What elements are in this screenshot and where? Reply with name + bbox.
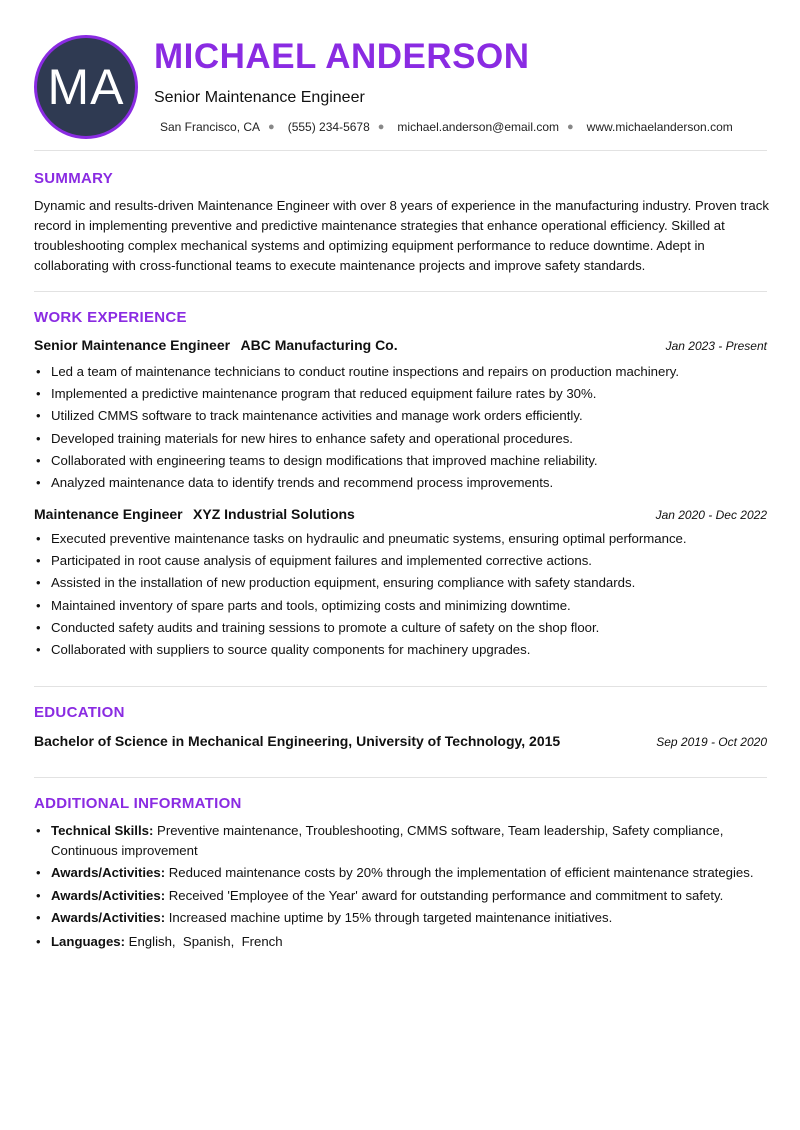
list-item: • Utilized CMMS software to track maintenance activities and manage work orders efficiently. bbox=[34, 405, 767, 427]
avatar-initials: MA bbox=[47, 59, 125, 115]
summary-text: Dynamic and results-driven Maintenance Engineer with over 8 years of experience in the manufacturing industry. Proven track record in implementing preventive and predictive maintenance strategies that enhance operational efficiency. Skilled at troubleshooting complex mechanical systems and optimizing equipment performance to reduce downtime. Adept in collaborating with cross-functional teams to execute maintenance projects and improve safety standards. bbox=[34, 198, 769, 273]
bullet-icon: • bbox=[36, 823, 41, 838]
job-header bbox=[34, 337, 767, 357]
list-item: • Conducted safety audits and training sessions to promote a culture of safety on the shop floor. bbox=[34, 617, 767, 639]
list-item: • Assisted in the installation of new production equipment, ensuring compliance with safety standards. bbox=[34, 572, 767, 594]
bullet-icon: • bbox=[36, 475, 41, 491]
job-bullets bbox=[34, 528, 767, 661]
candidate-title: Senior Maintenance Engineer bbox=[154, 89, 365, 106]
education-heading: EDUCATION bbox=[34, 704, 125, 721]
contact-email[interactable]: michael.anderson@email.com bbox=[397, 120, 560, 134]
job-dates: Jan 2023 - Present bbox=[665, 339, 767, 353]
bullet-icon: • bbox=[36, 386, 41, 402]
additional-info-list bbox=[34, 821, 769, 954]
job-dates: Jan 2020 - Dec 2022 bbox=[655, 508, 767, 522]
education-dates: Sep 2019 - Oct 2020 bbox=[656, 735, 767, 749]
list-item: • Participated in root cause analysis of equipment failures and implemented corrective actions. bbox=[34, 550, 767, 572]
bullet-icon: • bbox=[36, 619, 41, 635]
list-item: • Awards/Activities: Reduced maintenance costs by 20% through the implementation of efficient maintenance strategies. bbox=[34, 863, 769, 883]
list-item: • Collaborated with suppliers to source quality components for machinery upgrades. bbox=[34, 639, 767, 661]
separator-dot-icon: ● bbox=[567, 121, 574, 133]
summary-heading: SUMMARY bbox=[34, 170, 114, 187]
job-company: XYZ Industrial Solutions bbox=[193, 506, 355, 522]
list-item: • Led a team of maintenance technicians to conduct routine inspections and repairs on production machinery. bbox=[34, 361, 767, 383]
list-item: • Developed training materials for new hires to enhance safety and operational procedures. bbox=[34, 428, 767, 450]
bullet-icon: • bbox=[36, 364, 41, 379]
education-entry bbox=[34, 733, 767, 753]
job-bullets bbox=[34, 361, 767, 494]
bullet-icon: • bbox=[36, 642, 41, 658]
divider bbox=[34, 150, 767, 151]
list-item: • Technical Skills: Preventive maintenance, Troubleshooting, CMMS software, Team leadership, Safety compliance, Continuous improvement bbox=[36, 823, 724, 858]
candidate-name: MICHAEL ANDERSON bbox=[154, 37, 530, 76]
divider bbox=[34, 777, 767, 778]
job-role: Maintenance Engineer bbox=[34, 506, 183, 522]
bullet-icon: • bbox=[36, 865, 41, 880]
list-item: • Collaborated with engineering teams to design modifications that improved machine reliability. bbox=[34, 450, 767, 472]
bullet-icon: • bbox=[36, 430, 41, 446]
contact-location: San Francisco, CA bbox=[160, 120, 261, 134]
job-role: Senior Maintenance Engineer bbox=[34, 337, 231, 353]
contact-website[interactable]: www.michaelanderson.com bbox=[586, 120, 733, 134]
separator-dot-icon: ● bbox=[377, 121, 385, 133]
job-entry bbox=[34, 337, 767, 494]
bullet-icon: • bbox=[36, 575, 41, 591]
bullet-icon: • bbox=[36, 408, 41, 424]
contact-phone: (555) 234-5678 bbox=[287, 120, 370, 134]
bullet-icon: • bbox=[36, 531, 41, 546]
bullet-icon: • bbox=[36, 597, 41, 613]
bullet-icon: • bbox=[36, 933, 41, 949]
avatar bbox=[34, 35, 138, 139]
list-item: • Executed preventive maintenance tasks on hydraulic and pneumatic systems, ensuring optimal performance. bbox=[34, 528, 767, 550]
education-degree: Bachelor of Science in Mechanical Engineering, University of Technology, 2015 bbox=[34, 733, 561, 749]
bullet-icon: • bbox=[36, 910, 41, 925]
contact-line bbox=[160, 120, 733, 134]
divider bbox=[34, 686, 767, 687]
divider bbox=[34, 291, 767, 292]
bullet-icon: • bbox=[36, 553, 41, 569]
list-item: • Maintained inventory of spare parts and tools, optimizing costs and minimizing downtime. bbox=[34, 595, 767, 617]
list-item: • Languages: English, Spanish, French bbox=[34, 932, 769, 952]
list-item: • Awards/Activities: Increased machine uptime by 15% through targeted maintenance initiatives. bbox=[34, 908, 769, 928]
work-experience-heading: WORK EXPERIENCE bbox=[34, 309, 187, 326]
bullet-icon: • bbox=[36, 887, 41, 903]
bullet-icon: • bbox=[36, 452, 41, 468]
list-item: • Awards/Activities: Received 'Employee of the Year' award for outstanding performance and commitment to safety. bbox=[34, 886, 769, 906]
additional-info-heading: ADDITIONAL INFORMATION bbox=[34, 795, 242, 812]
list-item: • Analyzed maintenance data to identify trends and recommend process improvements. bbox=[34, 472, 767, 494]
separator-dot-icon: ● bbox=[268, 121, 275, 133]
job-company: ABC Manufacturing Co. bbox=[240, 337, 398, 353]
job-header bbox=[34, 506, 767, 526]
list-item: • Implemented a predictive maintenance program that reduced equipment failure rates by 30%. bbox=[34, 383, 767, 405]
job-entry bbox=[34, 506, 767, 661]
